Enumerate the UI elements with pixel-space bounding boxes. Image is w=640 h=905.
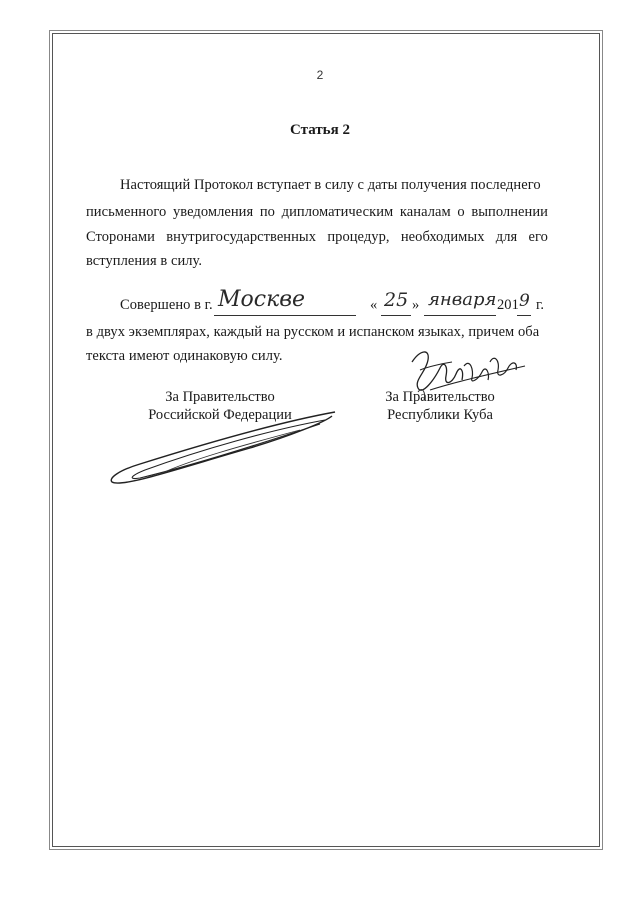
year-prefix: 201 (497, 297, 519, 313)
article-heading: Статья 2 (290, 122, 350, 138)
signatory-right-line1: За Правительство (385, 389, 495, 405)
year-suffix: г. (536, 297, 545, 313)
paragraph1-line2: письменного уведомления по дипломатическим каналам о выполнении (86, 204, 548, 220)
city-underline (214, 315, 356, 316)
page-number: 2 (316, 68, 324, 82)
city-handwritten: Москве (218, 287, 306, 312)
signatory-right-line2: Республики Куба (387, 407, 493, 423)
done-prefix: Совершено в г. (120, 297, 213, 313)
signatory-left-line2: Российской Федерации (148, 407, 292, 423)
day-underline (381, 315, 411, 316)
paragraph1-line3: Сторонами внутригосударственных процедур, необходимых для его (86, 229, 548, 245)
signatory-left-line1: За Правительство (165, 389, 275, 405)
year-underline (517, 315, 531, 316)
day-handwritten: 25 (384, 289, 409, 311)
paragraph1-line1: Настоящий Протокол вступает в силу с даты получения последнего (120, 177, 541, 193)
quote-open: « (370, 297, 378, 313)
quote-close: » (412, 297, 420, 313)
done-line2: в двух экземплярах, каждый на русском и испанском языках, причем оба (86, 324, 540, 340)
year-digit-handwritten: 9 (519, 291, 530, 311)
paragraph1-line4: вступления в силу. (86, 253, 203, 269)
month-underline (424, 315, 496, 316)
signature-cuba (400, 340, 530, 410)
signature-russia (100, 408, 340, 488)
month-handwritten: января (428, 289, 497, 310)
done-line3: текста имеют одинаковую силу. (86, 348, 283, 364)
